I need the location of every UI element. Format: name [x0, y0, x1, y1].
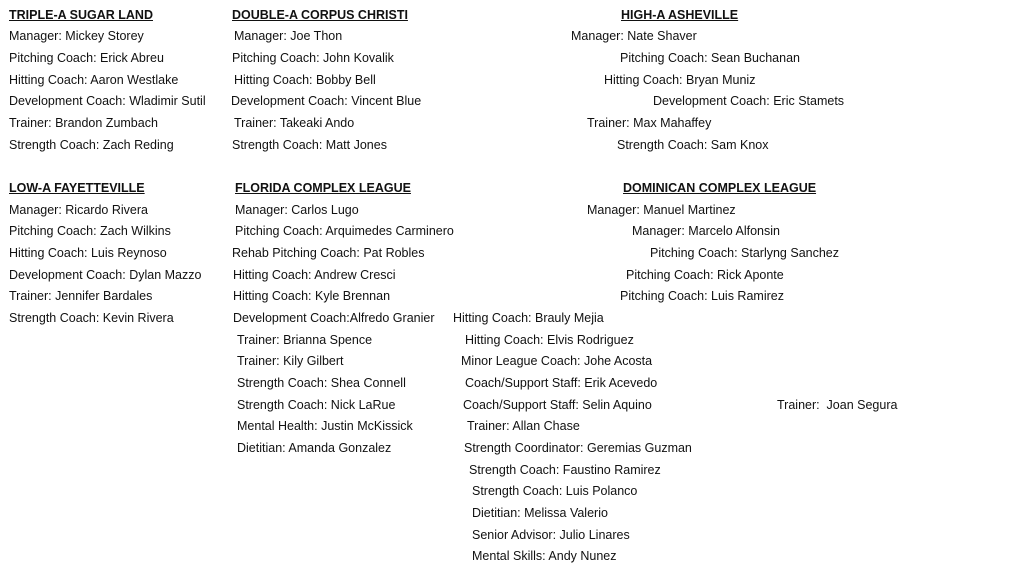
dcl-heading: DOMINICAN COMPLEX LEAGUE: [623, 181, 817, 195]
high-a-line: Manager: Nate Shaver: [571, 29, 697, 43]
double-a-line: Manager: Joe Thon: [234, 29, 343, 43]
dcl-line: Coach/Support Staff: Erik Acevedo: [465, 376, 658, 390]
low-a-line: Trainer: Jennifer Bardales: [9, 289, 153, 303]
dcl-line: Pitching Coach: Rick Aponte: [626, 268, 784, 282]
fcl-line: Mental Health: Justin McKissick: [237, 419, 413, 433]
low-a-line: Development Coach: Dylan Mazzo: [9, 268, 202, 282]
dcl-line: Mental Skills: Andy Nunez: [472, 549, 617, 563]
dcl-line: Dietitian: Melissa Valerio: [472, 506, 608, 520]
triple-a-line: Manager: Mickey Storey: [9, 29, 144, 43]
dcl-line: Hitting Coach: Brauly Mejia: [453, 311, 604, 325]
triple-a-line: Strength Coach: Zach Reding: [9, 138, 174, 152]
high-a-line: Strength Coach: Sam Knox: [617, 138, 769, 152]
fcl-line: Trainer: Brianna Spence: [237, 333, 373, 347]
dcl-line: Trainer: Allan Chase: [467, 419, 580, 433]
dcl-line: Strength Coach: Faustino Ramirez: [469, 463, 661, 477]
double-a-heading: DOUBLE-A CORPUS CHRISTI: [232, 8, 408, 22]
dcl-line: Pitching Coach: Starlyng Sanchez: [650, 246, 839, 260]
fcl-line: Dietitian: Amanda Gonzalez: [237, 441, 392, 455]
high-a-line: Pitching Coach: Sean Buchanan: [620, 51, 800, 65]
dcl-line: Strength Coordinator: Geremias Guzman: [464, 441, 692, 455]
fcl-line: Hitting Coach: Kyle Brennan: [233, 289, 391, 303]
fcl-line: Manager: Carlos Lugo: [235, 203, 359, 217]
high-a-heading: HIGH-A ASHEVILLE: [621, 8, 739, 22]
double-a-line: Hitting Coach: Bobby Bell: [234, 73, 376, 87]
high-a-line: Trainer: Max Mahaffey: [587, 116, 712, 130]
double-a-line: Development Coach: Vincent Blue: [231, 94, 422, 108]
low-a-line: Manager: Ricardo Rivera: [9, 203, 148, 217]
fcl-heading: FLORIDA COMPLEX LEAGUE: [235, 181, 411, 195]
dcl-line: Coach/Support Staff: Selin Aquino: [463, 398, 652, 412]
dcl-line: Pitching Coach: Luis Ramirez: [620, 289, 784, 303]
fcl-line: Development Coach:Alfredo Granier: [233, 311, 435, 325]
dcl-line: Minor League Coach: Johe Acosta: [461, 354, 653, 368]
low-a-line: Strength Coach: Kevin Rivera: [9, 311, 174, 325]
low-a-line: Hitting Coach: Luis Reynoso: [9, 246, 167, 260]
triple-a-line: Pitching Coach: Erick Abreu: [9, 51, 164, 65]
dcl-line: Strength Coach: Luis Polanco: [472, 484, 638, 498]
triple-a-line: Trainer: Brandon Zumbach: [9, 116, 158, 130]
high-a-line: Development Coach: Eric Stamets: [653, 94, 845, 108]
triple-a-heading: TRIPLE-A SUGAR LAND: [9, 8, 153, 22]
fcl-line: Strength Coach: Shea Connell: [237, 376, 406, 390]
dcl-line: Senior Advisor: Julio Linares: [472, 528, 630, 542]
fcl-line: Strength Coach: Nick LaRue: [237, 398, 396, 412]
fcl-line: Pitching Coach: Arquimedes Carminero: [235, 224, 454, 238]
dcl-line: Hitting Coach: Elvis Rodriguez: [465, 333, 634, 347]
triple-a-line: Hitting Coach: Aaron Westlake: [9, 73, 179, 87]
fcl-line: Rehab Pitching Coach: Pat Robles: [232, 246, 425, 260]
dcl-line: Manager: Manuel Martinez: [587, 203, 736, 217]
fcl-line: Trainer: Kily Gilbert: [237, 354, 344, 368]
fcl-line: Hitting Coach: Andrew Cresci: [233, 268, 396, 282]
dcl-trainer-line: Trainer: Joan Segura: [777, 398, 898, 412]
double-a-line: Pitching Coach: John Kovalik: [232, 51, 394, 65]
double-a-line: Trainer: Takeaki Ando: [234, 116, 355, 130]
low-a-line: Pitching Coach: Zach Wilkins: [9, 224, 171, 238]
double-a-line: Strength Coach: Matt Jones: [232, 138, 387, 152]
low-a-heading: LOW-A FAYETTEVILLE: [9, 181, 145, 195]
high-a-line: Hitting Coach: Bryan Muniz: [604, 73, 756, 87]
dcl-line: Manager: Marcelo Alfonsin: [632, 224, 780, 238]
triple-a-line: Development Coach: Wladimir Sutil: [9, 94, 206, 108]
